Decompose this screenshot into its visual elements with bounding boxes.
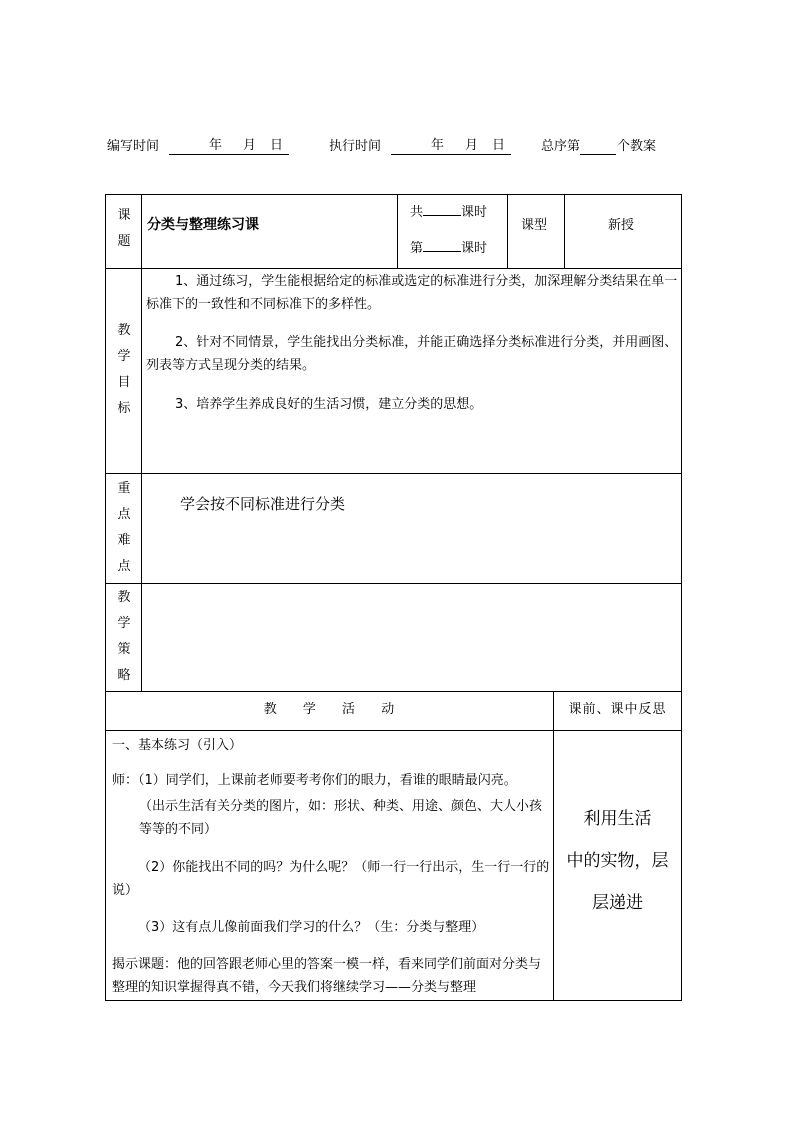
write-year: 年 [209,138,223,153]
row-divider-3 [105,583,682,584]
type-col-divider [564,194,565,269]
row-divider-4 [105,691,682,692]
activity-title: 教 学 活 动 [263,702,395,717]
reflection-line-1: 利用生活 [583,809,652,829]
topic-label: 课 题 [117,208,131,249]
teacher-note-1: （出示生活有关分类的图片，如：形状、种类、用途、颜色、大人小孩等等的不同） [139,799,543,837]
seq-prefix: 总序第 [541,139,581,154]
exec-year: 年 [431,138,445,153]
lesson-topic: 分类与整理练习课 [147,217,259,233]
reflection-col-divider [553,691,554,1001]
write-day: 日 [270,138,284,153]
reflection-line-3: 层递进 [592,893,643,913]
table-border-top [105,194,682,195]
key-points-text: 学会按不同标准进行分类 [180,495,346,513]
goals-label: 教 学 目 标 [117,323,131,416]
exec-time-blank [391,137,511,162]
question-3: （3）这有点儿像前面我们学习的什么？（生：分类与整理） [138,920,485,935]
goal-item-1: 1、通过练习，学生能根据给定的标准或选定的标准进行分类，加深理解分类结果在单一标准下的一致性和不同标准下的多样性。 [146,274,678,312]
exec-time-label: 执行时间 [329,139,382,154]
lesson-type-label: 课型 [521,218,548,233]
write-time-blank [169,137,289,162]
goal-item-3: 3、培养学生养成良好的生活习惯，建立分类的思想。 [175,397,483,412]
question-2: （2）你能找出不同的吗？为什么呢？（师一行一行出示，生一行一行的说） [112,860,550,898]
seq-suffix: 个教案 [617,139,657,154]
reflection-line-2: 中的实物，层 [566,851,669,871]
row-divider-1 [105,268,682,269]
write-time-label: 编写时间 [107,139,160,154]
header-line [107,137,687,157]
hours-col-divider [507,194,508,269]
exec-day: 日 [492,138,506,153]
row-divider-2 [105,473,682,474]
row-divider-5 [105,730,682,731]
table-border-bottom [105,1000,682,1001]
teacher-line-1: 师：（1）同学们，上课前老师要考考你们的眼力，看谁的眼睛最闪亮。 [112,773,517,788]
reveal-topic: 揭示课题：他的回答跟老师心里的答案一模一样，看来同学们前面对分类与整理的知识掌握得真不错，今天我们将继续学习——分类与整理 [112,957,542,995]
section-basic-practice: 一、基本练习（引入） [112,738,243,753]
lesson-type-value: 新授 [608,218,635,233]
exec-month: 月 [465,138,479,153]
strategy-label: 教 学 策 略 [117,590,131,683]
goal-item-2: 2、针对不同情景，学生能找出分类标准，并能正确选择分类标准进行分类，并用画图、列表等方式呈现分类的结果。 [146,335,678,373]
key-points-label: 重 点 难 点 [117,481,131,574]
table-border-right [681,194,682,1001]
current-hour: 第 课时 [410,234,487,259]
write-month: 月 [243,138,257,153]
topic-col-divider [397,194,398,269]
total-hours: 共 课时 [410,198,487,223]
reflection-title: 课前、课中反思 [568,702,667,717]
